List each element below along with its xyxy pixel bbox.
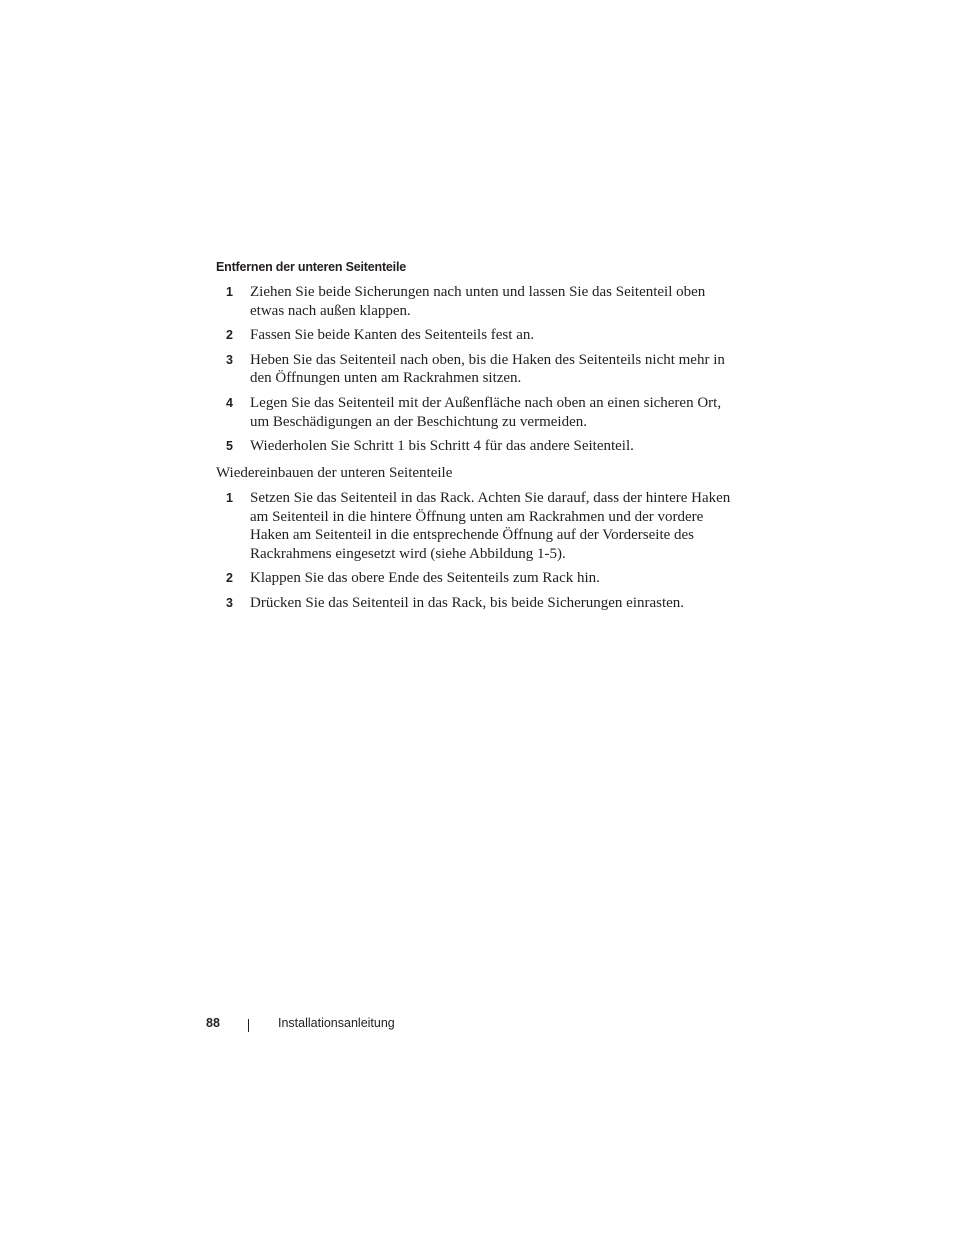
document-title: Installationsanleitung bbox=[278, 1016, 395, 1030]
step-number: 3 bbox=[226, 595, 233, 610]
step-number: 1 bbox=[226, 285, 233, 299]
page-number: 88 bbox=[206, 1016, 220, 1030]
steps-list bbox=[216, 489, 736, 619]
step-text: Klappen Sie das obere Ende des Seitenteils zum Rack hin. bbox=[250, 570, 600, 587]
step-number: 5 bbox=[226, 439, 233, 454]
step-text: Setzen Sie das Seitenteil in das Rack. Achten Sie darauf, dass der hintere Haken am Seitenteil in die hintere Öffnung unten am Rackrahmen und der vordere Haken am Seitenteil in die entsprechende Öffnung auf der Vorderseite des Rackrahmens eingesetzt wird (siehe Abbildung 1-5). bbox=[250, 490, 731, 562]
list-item bbox=[216, 283, 736, 320]
step-text: Fassen Sie beide Kanten des Seitenteils fest an. bbox=[250, 327, 535, 344]
list-item bbox=[216, 569, 736, 588]
list-item bbox=[216, 351, 736, 388]
step-text: Wiederholen Sie Schritt 1 bis Schritt 4 für das andere Seitenteil. bbox=[250, 438, 634, 455]
step-text: Drücken Sie das Seitenteil in das Rack, bis beide Sicherungen einrasten. bbox=[250, 594, 685, 611]
step-number: 3 bbox=[226, 352, 233, 367]
list-item bbox=[216, 326, 736, 345]
step-text: Legen Sie das Seitenteil mit der Außenfläche nach oben an einen sicheren Ort, um Beschädigungen an der Beschichtung zu vermeiden. bbox=[250, 394, 722, 430]
step-number: 4 bbox=[226, 395, 233, 410]
step-number: 1 bbox=[226, 491, 233, 505]
list-item bbox=[216, 594, 736, 613]
subsection-heading: Wiedereinbauen der unteren Seitenteile bbox=[216, 465, 453, 481]
step-text: Ziehen Sie beide Sicherungen nach unten und lassen Sie das Seitenteil oben etwas nach außen klappen. bbox=[250, 284, 706, 319]
page-footer bbox=[0, 1016, 954, 1036]
footer-divider bbox=[248, 1019, 249, 1032]
steps-list bbox=[216, 283, 736, 462]
list-item bbox=[216, 489, 736, 563]
step-text: Heben Sie das Seitenteil nach oben, bis die Haken des Seitenteils nicht mehr in den Öffnungen unten am Rackrahmen sitzen. bbox=[250, 351, 725, 387]
list-item bbox=[216, 394, 736, 431]
step-number: 2 bbox=[226, 328, 233, 343]
step-number: 2 bbox=[226, 571, 233, 586]
list-item bbox=[216, 437, 736, 456]
section-heading: Entfernen der unteren Seitenteile bbox=[216, 260, 406, 274]
